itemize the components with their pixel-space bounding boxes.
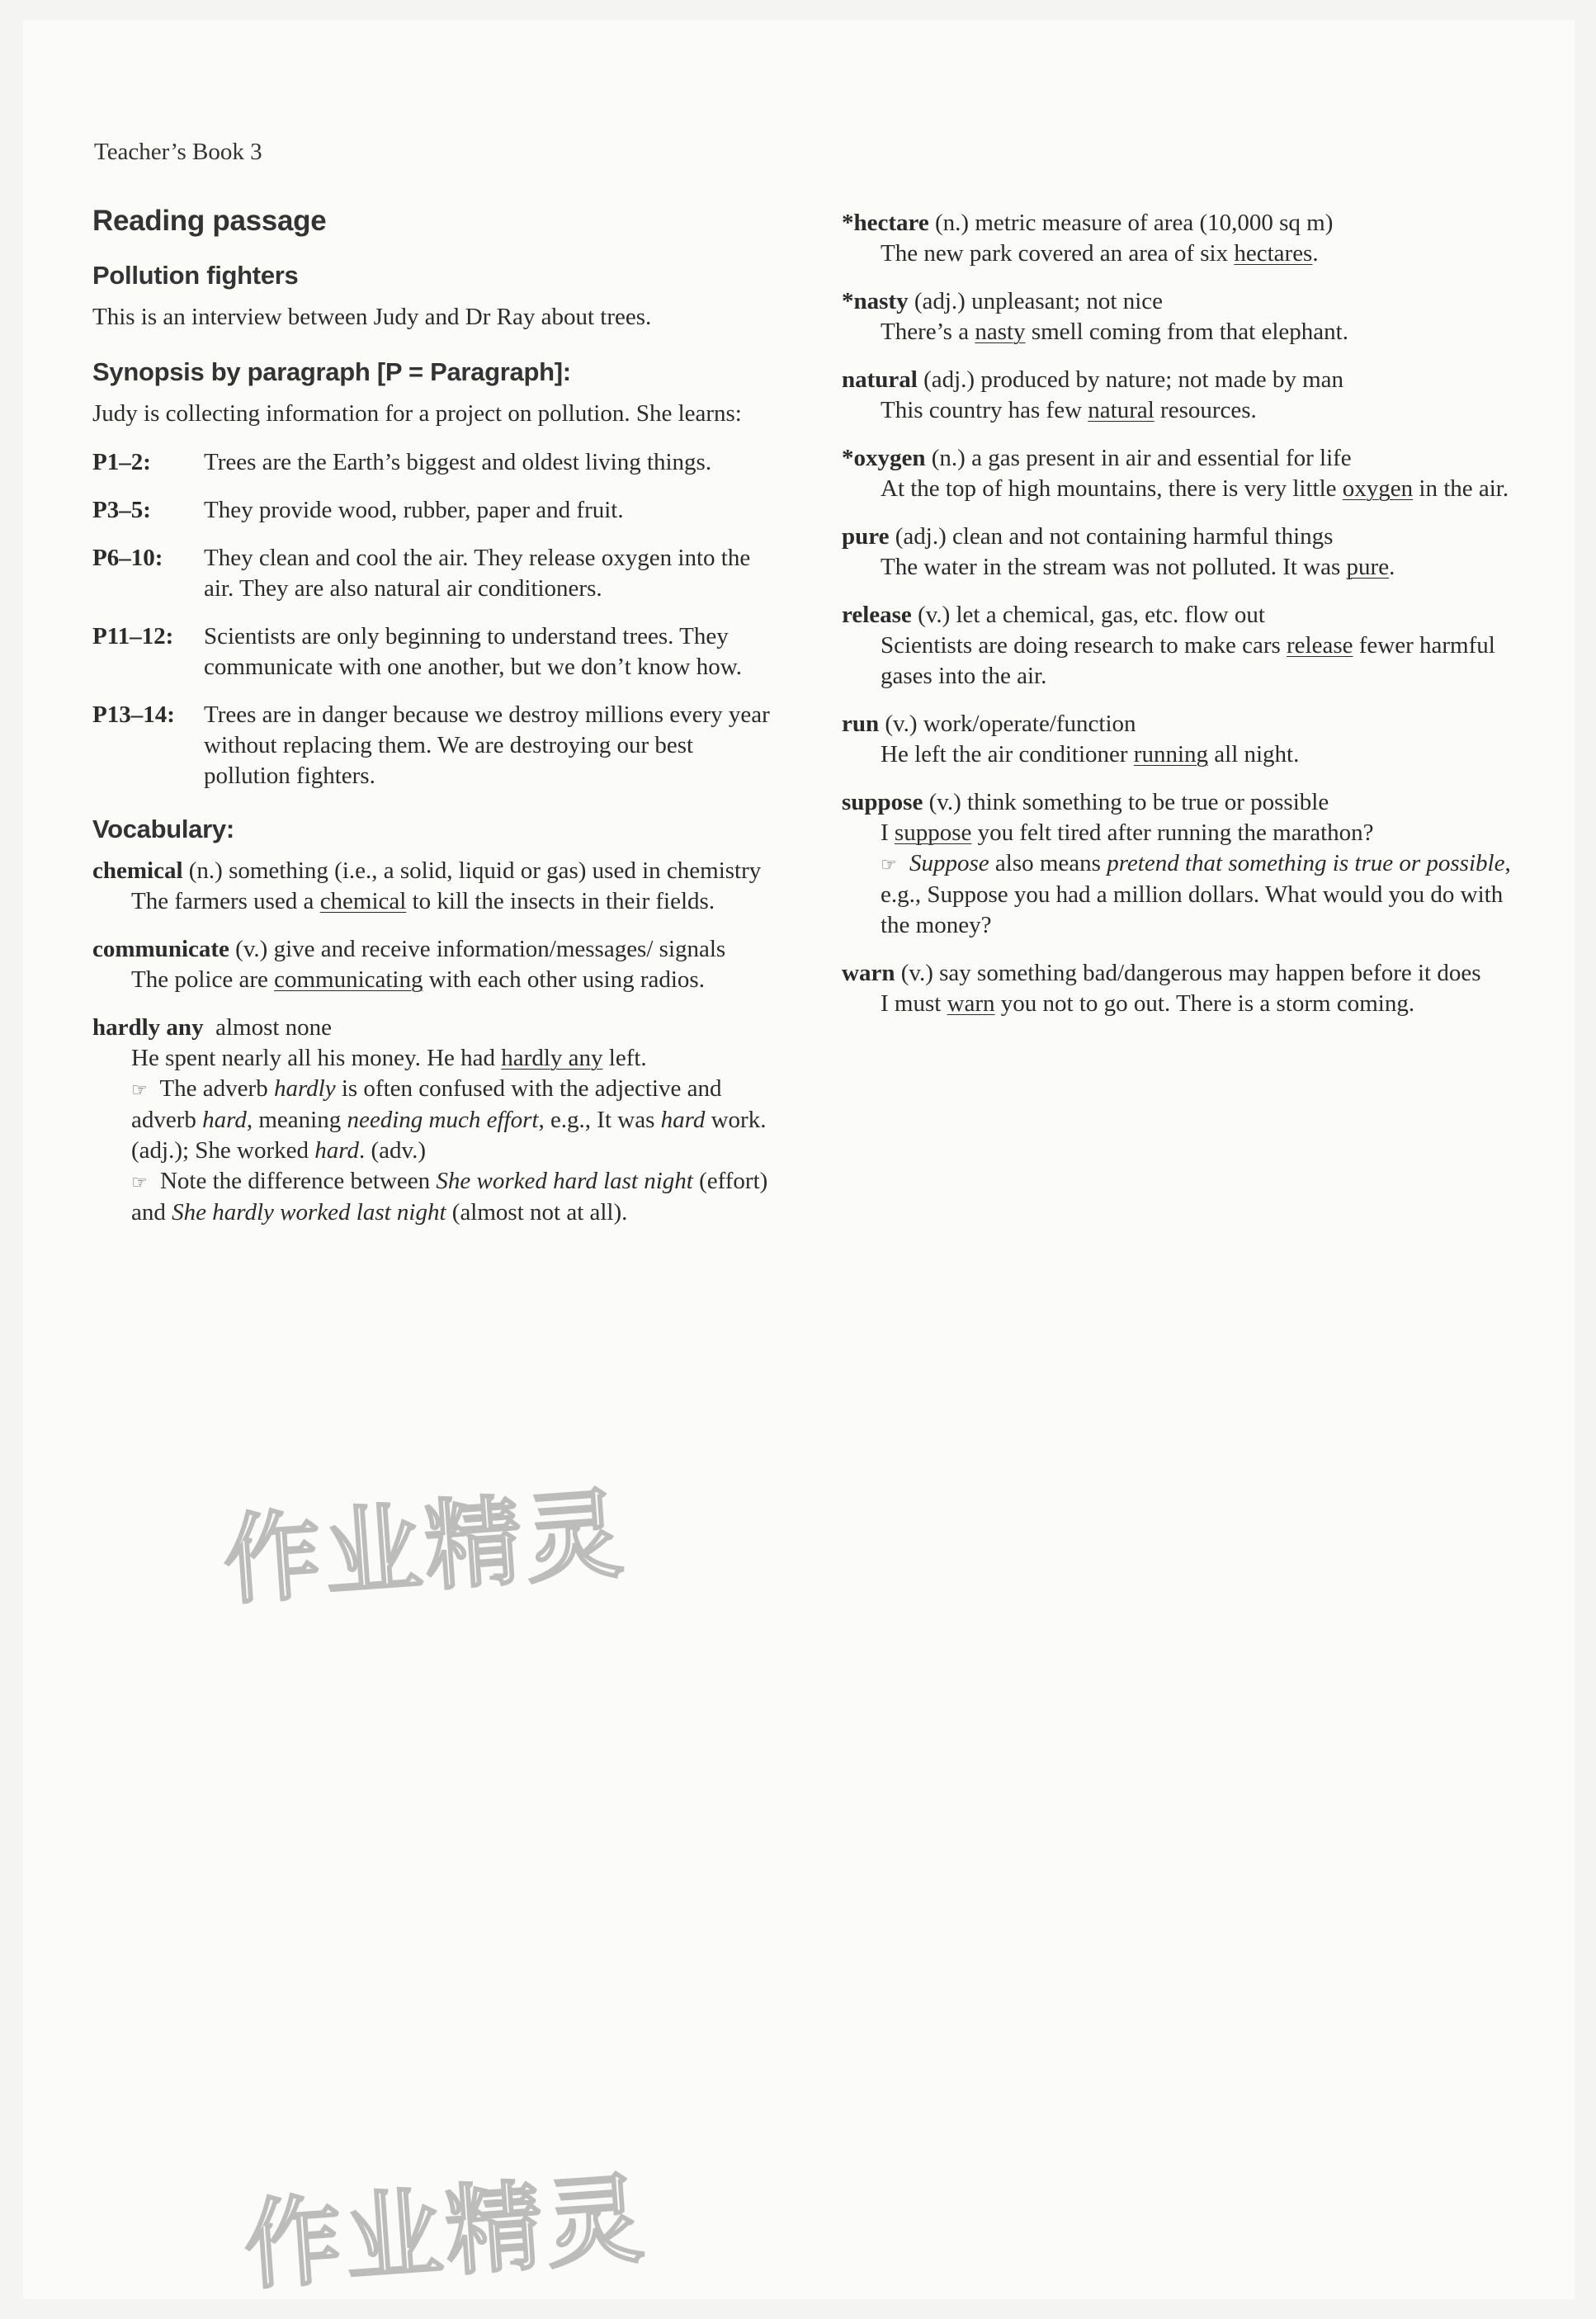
vocabulary-title: Vocabulary:	[92, 815, 234, 843]
vocab-definition	[842, 958, 1535, 989]
synopsis-label: P1–2:	[92, 449, 151, 475]
vocab-entry-natural	[842, 365, 1535, 426]
vocab-word: chemical	[92, 857, 183, 884]
synopsis-title: Synopsis by paragraph [P = Paragraph]:	[92, 357, 571, 386]
vocab-def: unpleasant; not nice	[971, 288, 1164, 314]
synopsis-label: P11–12:	[92, 623, 174, 649]
vocab-definition	[842, 709, 1535, 739]
vocab-pos: (n.)	[928, 210, 975, 236]
vocab-definition	[842, 286, 1535, 317]
vocab-def: clean and not containing harmful things	[951, 523, 1334, 550]
passage-title: Pollution fighters	[92, 261, 299, 290]
usage-note: ☞ Note the difference between She worked hard last night (effort) and She hardly worked last night (almost not at all).	[131, 1168, 768, 1226]
vocab-word: warn	[842, 960, 895, 986]
vocab-word: release	[842, 602, 912, 628]
vocab-example: There’s a nasty smell coming from that elephant.	[881, 319, 1348, 345]
running-head: Teacher’s Book 3	[94, 139, 262, 165]
vocab-pos: (v.)	[923, 789, 968, 815]
vocab-pos: (adj.)	[889, 523, 952, 550]
watermark: 作业精灵	[240, 2161, 650, 2303]
synopsis-row	[92, 447, 786, 478]
vocab-definition	[842, 522, 1535, 552]
synopsis-intro: Judy is collecting information for a project on pollution. She learns:	[92, 400, 742, 427]
vocab-word: run	[842, 711, 880, 737]
vocab-pos: (v.)	[229, 936, 274, 962]
vocab-def: give and receive information/messages/ signals	[273, 936, 726, 962]
vocab-def: think something to be true or possible	[967, 789, 1329, 815]
vocab-entry-chemical	[92, 856, 786, 917]
synopsis-text: Scientists are only beginning to understand trees. They communicate with one another, but we don’t know how.	[204, 623, 743, 680]
right-column	[842, 208, 1535, 1037]
vocab-word: hardly any	[92, 1014, 204, 1041]
section-title-reading: Reading passage	[92, 205, 327, 237]
synopsis-label: P6–10:	[92, 545, 163, 571]
vocab-pos: (v.)	[879, 711, 923, 737]
synopsis-row	[92, 543, 786, 604]
vocab-definition	[842, 787, 1535, 818]
vocab-example: The new park covered an area of six hectares.	[881, 240, 1319, 267]
synopsis-text: Trees are in danger because we destroy millions every year without replacing them. We are destroying our best pollution fighters.	[204, 701, 770, 789]
passage-intro: This is an interview between Judy and Dr Ray about trees.	[92, 304, 652, 330]
vocab-pos: (v.)	[895, 960, 940, 986]
vocab-entry-hectare	[842, 208, 1535, 269]
vocab-definition	[842, 443, 1535, 474]
vocab-example: He spent nearly all his money. He had hardly any left.	[131, 1045, 647, 1071]
vocab-example: I suppose you felt tired after running the marathon?	[881, 819, 1374, 846]
vocab-entry-hardly-any	[92, 1013, 786, 1228]
vocab-word: natural	[842, 366, 918, 393]
vocab-def: almost none	[203, 1014, 333, 1041]
left-column	[92, 205, 786, 1245]
vocab-word: pure	[842, 523, 890, 550]
vocab-definition	[92, 1013, 786, 1043]
synopsis-row	[92, 700, 786, 791]
vocab-pos: (n.)	[182, 857, 229, 884]
vocab-entry-warn	[842, 958, 1535, 1019]
synopsis-label: P13–14:	[92, 701, 175, 728]
vocab-example: The police are communicating with each other using radios.	[131, 966, 705, 993]
vocab-def: work/operate/function	[923, 711, 1136, 737]
vocab-word: *nasty	[842, 288, 909, 314]
synopsis-text: They provide wood, rubber, paper and fruit.	[204, 497, 624, 523]
watermark: 作业精灵	[220, 1476, 630, 1618]
vocab-example: At the top of high mountains, there is very little oxygen in the air.	[881, 475, 1509, 502]
vocab-entry-communicate	[92, 934, 786, 995]
vocab-pos: (adj.)	[908, 288, 972, 314]
vocab-definition	[842, 208, 1535, 239]
vocab-word: communicate	[92, 936, 229, 962]
vocab-pos: (n.)	[925, 445, 972, 471]
pointing-hand-icon: ☞	[131, 1079, 148, 1100]
vocab-def: say something bad/dangerous may happen before it does	[939, 960, 1481, 986]
usage-note: ☞ Suppose also means pretend that something is true or possible, e.g., Suppose you had a million dollars. What would you do with the money?	[881, 850, 1511, 938]
vocab-example: This country has few natural resources.	[881, 397, 1257, 423]
vocab-example: The farmers used a chemical to kill the insects in their fields.	[131, 888, 715, 914]
synopsis-text: Trees are the Earth’s biggest and oldest living things.	[204, 449, 712, 475]
vocab-example: I must warn you not to go out. There is a storm coming.	[881, 990, 1415, 1017]
vocab-definition	[92, 856, 786, 886]
vocab-pos: (v.)	[911, 602, 956, 628]
vocab-definition	[842, 365, 1535, 395]
vocab-word: *hectare	[842, 210, 929, 236]
vocab-def: let a chemical, gas, etc. flow out	[956, 602, 1265, 628]
synopsis-label: P3–5:	[92, 497, 151, 523]
synopsis-row	[92, 621, 786, 682]
vocab-def: something (i.e., a solid, liquid or gas) used in chemistry	[229, 857, 762, 884]
vocab-def: produced by nature; not made by man	[980, 366, 1344, 393]
vocab-def: metric measure of area (10,000 sq m)	[975, 210, 1334, 236]
vocab-example: The water in the stream was not polluted. It was pure.	[881, 554, 1395, 580]
vocab-entry-suppose	[842, 787, 1535, 941]
vocab-entry-pure	[842, 522, 1535, 583]
vocab-example: Scientists are doing research to make cars release fewer harmful gases into the air.	[881, 632, 1495, 689]
usage-note: ☞ The adverb hardly is often confused with the adjective and adverb hard, meaning needing much effort, e.g., It was hard work. (adj.); She worked hard. (adv.)	[131, 1075, 767, 1164]
vocab-entry-run	[842, 709, 1535, 770]
vocab-def: a gas present in air and essential for life	[971, 445, 1352, 471]
vocab-word: *oxygen	[842, 445, 926, 471]
vocab-entry-oxygen	[842, 443, 1535, 504]
vocab-pos: (adj.)	[917, 366, 981, 393]
synopsis-row	[92, 495, 786, 526]
vocab-entry-release	[842, 600, 1535, 692]
vocab-entry-nasty	[842, 286, 1535, 347]
pointing-hand-icon: ☞	[881, 854, 897, 875]
pointing-hand-icon: ☞	[131, 1172, 148, 1193]
vocab-example: He left the air conditioner running all night.	[881, 741, 1300, 767]
vocab-definition	[92, 934, 786, 965]
vocab-definition	[842, 600, 1535, 631]
vocab-word: suppose	[842, 789, 923, 815]
synopsis-text: They clean and cool the air. They release oxygen into the air. They are also natural air conditioners.	[204, 545, 751, 602]
